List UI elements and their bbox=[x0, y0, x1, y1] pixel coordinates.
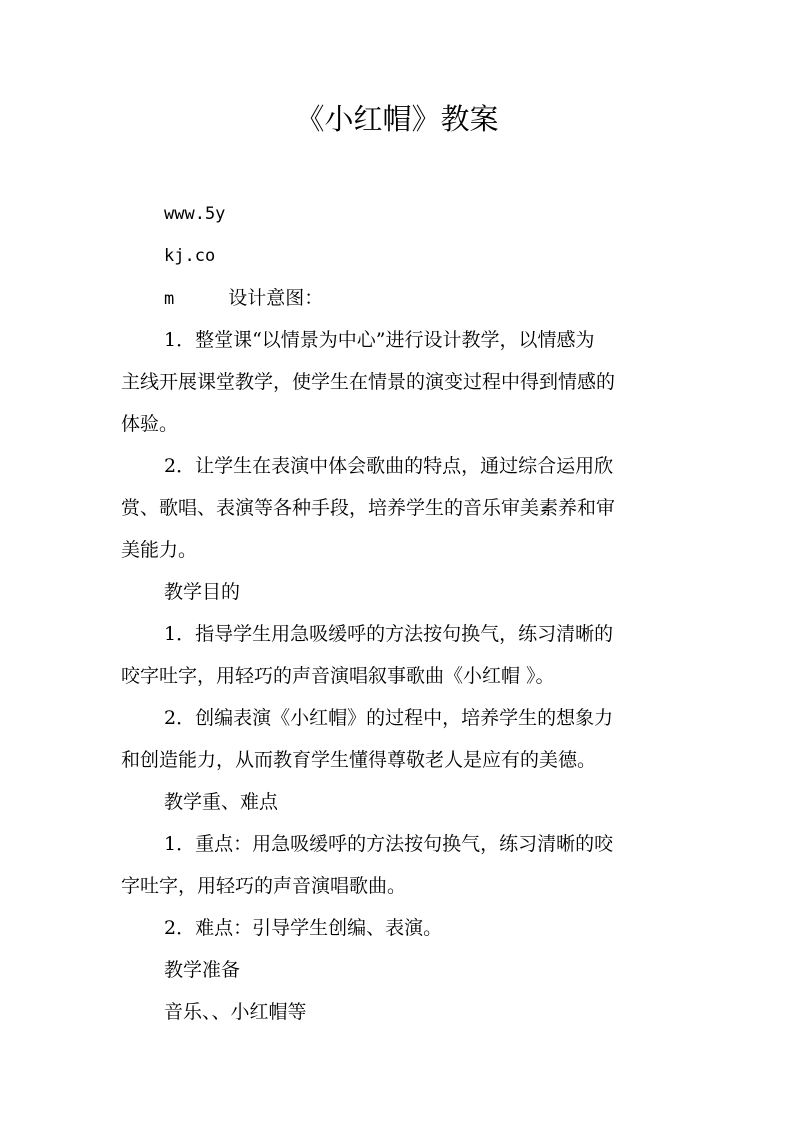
section-heading-key-points: 教学重、难点 bbox=[164, 791, 279, 813]
design-intent-line bbox=[164, 284, 724, 313]
paragraph-line: 主线开展课堂教学，使学生在情景的演变过程中得到情感的 bbox=[121, 371, 616, 393]
paragraph-line: 2．创编表演《小红帽》的过程中，培养学生的想象力 bbox=[164, 707, 614, 729]
section-heading-goals: 教学目的 bbox=[164, 581, 241, 603]
design-intent-heading: 设计意图： bbox=[228, 287, 324, 309]
paragraph-line: 美能力。 bbox=[121, 539, 198, 561]
paragraph-line: 1．重点：用急吸缓呼的方法按句换气，练习清晰的咬 bbox=[164, 833, 614, 855]
url-fragment-3: m bbox=[164, 289, 175, 309]
url-fragment-2: kj.co bbox=[164, 246, 216, 266]
paragraph-line: 字吐字，用轻巧的声音演唱歌曲。 bbox=[121, 875, 407, 897]
section-heading-prep: 教学准备 bbox=[164, 959, 241, 981]
document-title: 《小红帽》教案 bbox=[295, 102, 499, 136]
paragraph-line: 咬字吐字，用轻巧的声音演唱叙事歌曲《小红帽 》。 bbox=[121, 665, 555, 687]
paragraph-line: 1．指导学生用急吸缓呼的方法按句换气，练习清晰的 bbox=[164, 623, 614, 645]
paragraph-line: 和创造能力，从而教育学生懂得尊敬老人是应有的美德。 bbox=[121, 749, 597, 771]
url-fragment-1: www.5y bbox=[164, 204, 226, 224]
paragraph-line: 2．难点：引导学生创编、表演。 bbox=[164, 917, 443, 939]
prep-content: 音乐、、小红帽等 bbox=[164, 1001, 307, 1023]
paragraph-line: 赏、歌唱、表演等各种手段，培养学生的音乐审美素养和审 bbox=[121, 497, 616, 519]
paragraph-line: 体验。 bbox=[121, 413, 179, 435]
paragraph-line: 2．让学生在表演中体会歌曲的特点，通过综合运用欣 bbox=[164, 455, 614, 477]
paragraph-line: 1．整堂课“以情景为中心”进行设计教学，以情感为 bbox=[164, 329, 595, 351]
